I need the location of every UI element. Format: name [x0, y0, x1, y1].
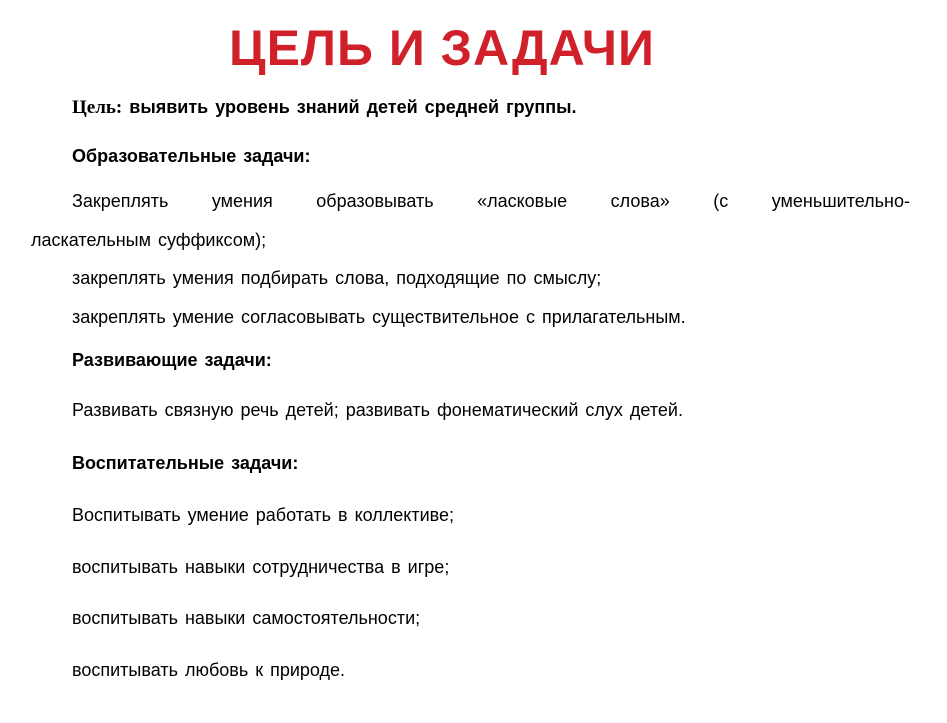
- goal-label: Цель:: [72, 97, 123, 118]
- word: уменьшительно-: [771, 191, 910, 211]
- upbringing-item-2: воспитывать навыки сотрудничества в игре;: [72, 557, 450, 577]
- upbringing-heading: Воспитательные задачи:: [72, 453, 299, 473]
- goal-text: выявить уровень знаний детей средней группы.: [129, 97, 577, 117]
- word: (с: [713, 191, 729, 211]
- educational-item-2: закреплять умения подбирать слова, подходящие по смыслу;: [72, 268, 602, 288]
- word: Закреплять: [72, 191, 169, 211]
- word: умения: [211, 191, 273, 211]
- educational-heading: Образовательные задачи:: [72, 146, 311, 166]
- upbringing-item-3: воспитывать навыки самостоятельности;: [72, 608, 421, 628]
- page-title: ЦЕЛЬ И ЗАДАЧИ: [229, 20, 655, 76]
- developmental-item-1: Развивать связную речь детей; развивать фонематический слух детей.: [72, 400, 683, 420]
- educational-item-3: закреплять умение согласовывать существительное с прилагательным.: [72, 307, 686, 327]
- word: образовывать: [316, 191, 434, 211]
- word: «ласковые: [477, 191, 568, 211]
- upbringing-item-4: воспитывать любовь к природе.: [72, 660, 346, 680]
- educational-item-1-line-2: ласкательным суффиксом);: [31, 230, 267, 250]
- developmental-heading: Развивающие задачи:: [72, 350, 272, 370]
- word: слова»: [610, 191, 670, 211]
- goal-line: [72, 96, 576, 119]
- educational-item-1-line-1: [72, 190, 910, 212]
- upbringing-item-1: Воспитывать умение работать в коллективе;: [72, 505, 455, 525]
